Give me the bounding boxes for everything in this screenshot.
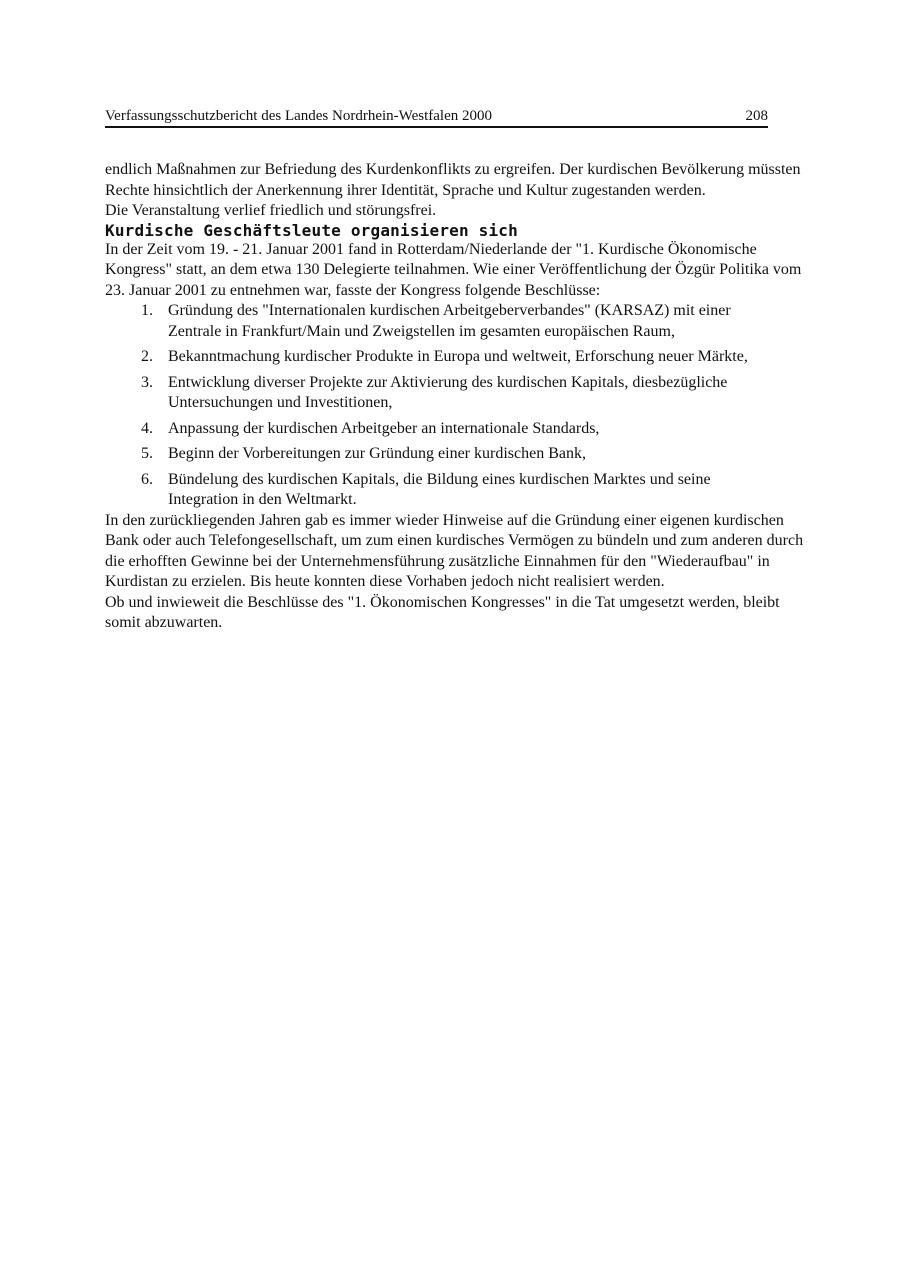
list-item — [141, 470, 768, 511]
section-heading: Kurdische Geschäftsleute organisieren sich — [105, 220, 518, 240]
list-item-text: Entwicklung diverser Projekte zur Aktivierung des kurdischen Kapitals, diesbezügliche Untersuchungen und Investitionen, — [168, 373, 728, 411]
event-paragraph: Die Veranstaltung verlief friedlich und störungsfrei. — [105, 202, 437, 219]
list-item-text: Anpassung der kurdischen Arbeitgeber an internationale Standards, — [168, 419, 600, 437]
closing-paragraph: Ob und inwieweit die Beschlüsse des "1. Ökonomischen Kongresses" in die Tat umgesetzt werden, bleibt somit abzuwarten. — [105, 593, 780, 631]
list-item-text: Beginn der Vorbereitungen zur Gründung einer kurdischen Bank, — [168, 445, 586, 462]
list-item-number: 4. — [141, 419, 153, 437]
report-title: Verfassungsschutzbericht des Landes Nordrhein-Westfalen 2000 — [105, 108, 493, 124]
list-item-text: Bündelung des kurdischen Kapitals, die Bildung eines kurdischen Marktes und seine Integration in den Weltmarkt. — [168, 470, 711, 508]
history-paragraph: In den zurückliegenden Jahren gab es immer wieder Hinweise auf die Gründung einer eigenen kurdischen Bank oder auch Telefongesellschaft, um zum einen kurdisches Vermögen zu bündeln und zum anderen durch die erhofften Gewinne bei der Unternehmensführung zusätzliche Einnahmen für den "Wiederaufbau" in Kurdistan zu erzielen. Bis heute konnten diese Vorhaben jedoch nicht realisiert werden. — [105, 511, 804, 590]
list-item — [141, 444, 768, 465]
list-item-text: Bekanntmachung kurdischer Produkte in Europa und weltweit, Erforschung neuer Märkte, — [168, 348, 748, 365]
page-content — [105, 160, 805, 634]
congress-paragraph: In der Zeit vom 19. - 21. Januar 2001 fand in Rotterdam/Niederlande der "1. Kurdische Ökonomische Kongress" statt, an dem etwa 130 Delegierte teilnahmen. Wie einer Veröffentlichung der Özgür Politika vom 23. Januar 2001 zu entnehmen war, fasste der Kongress folgende Beschlüsse: — [105, 240, 802, 299]
resolutions-list — [105, 301, 805, 511]
list-item-number: 6. — [141, 470, 153, 488]
list-item — [141, 373, 768, 414]
list-item-number: 2. — [141, 348, 153, 365]
list-item-number: 3. — [141, 373, 153, 391]
list-item-number: 1. — [141, 302, 153, 319]
list-item-text: Gründung des "Internationalen kurdischen Arbeitgeberverbandes" (KARSAZ) mit einer Zentrale in Frankfurt/Main und Zweigstellen im gesamten europäischen Raum, — [168, 302, 731, 340]
page-number: 208 — [745, 108, 768, 124]
list-item — [141, 347, 768, 368]
list-item — [141, 301, 768, 342]
intro-paragraph: endlich Maßnahmen zur Befriedung des Kurdenkonflikts zu ergreifen. Der kurdischen Bevölkerung müssten Rechte hinsichtlich der Anerkennung ihrer Identität, Sprache und Kultur zugestanden werden. — [105, 161, 801, 199]
list-item-number: 5. — [141, 445, 153, 462]
list-item — [141, 419, 768, 440]
page-header — [105, 106, 768, 128]
